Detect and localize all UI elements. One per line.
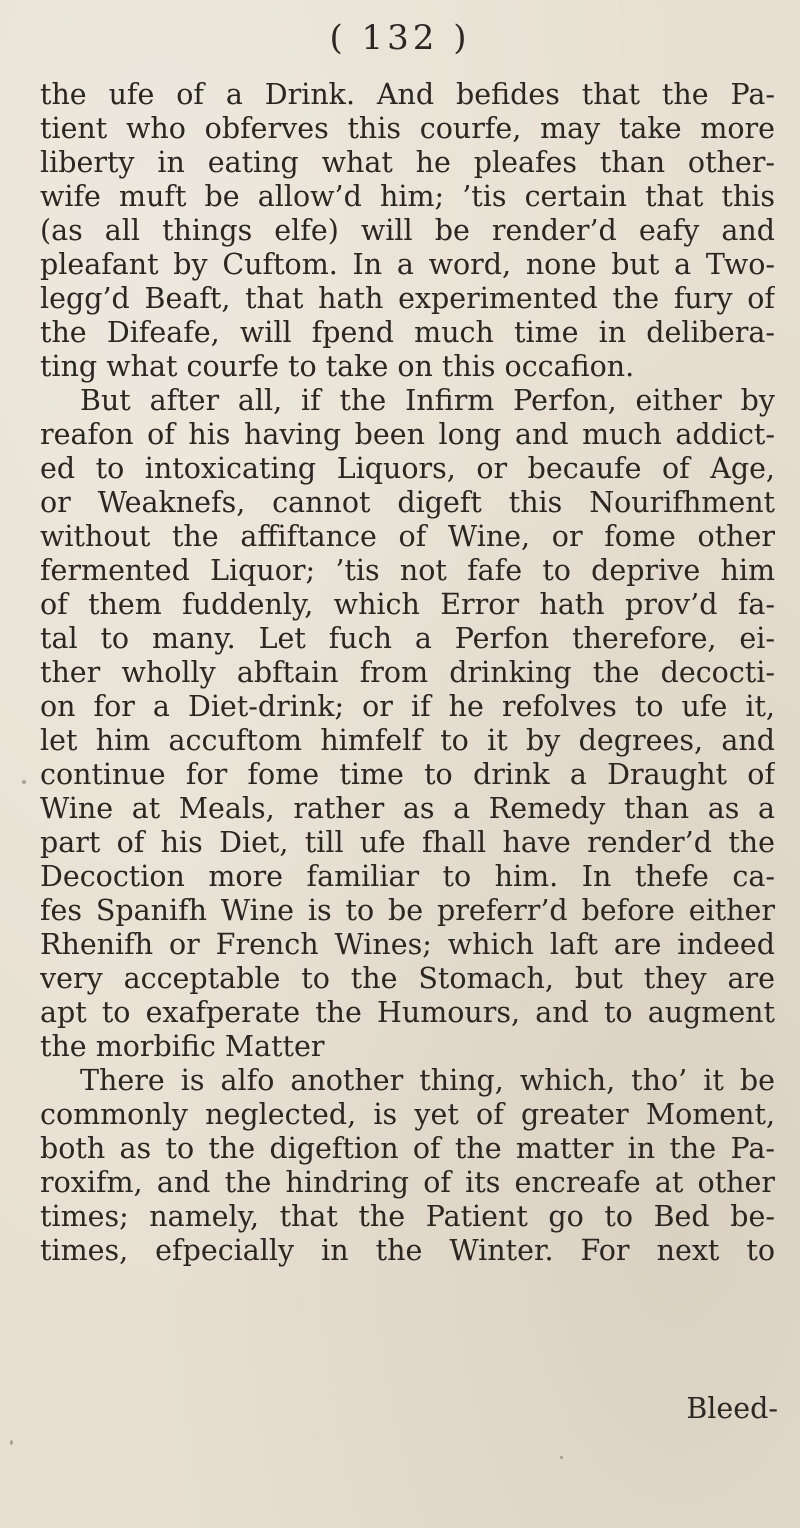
text-line: Decoction more familiar to him. In thefe ca- bbox=[40, 860, 775, 893]
text-line: or Weaknefs, cannot digeft this Nourifhment bbox=[40, 486, 775, 519]
text-line: both as to the digeftion of the matter in the Pa- bbox=[40, 1132, 775, 1165]
text-line: let him accuftom himfelf to it by degrees, and bbox=[40, 724, 775, 757]
text-line: continue for fome time to drink a Draught of bbox=[40, 758, 775, 791]
page-number: ( 132 ) bbox=[329, 18, 471, 58]
paper-speck bbox=[22, 780, 26, 784]
text-line: part of his Diet, till ufe fhall have render’d the bbox=[40, 826, 775, 859]
text-line: reafon of his having been long and much addict- bbox=[40, 418, 775, 451]
text-line: But after all, if the Infirm Perfon, either by bbox=[80, 384, 775, 417]
text-line: (as all things elfe) will be render’d eafy and bbox=[40, 214, 775, 247]
text-line: tient who obferves this courfe, may take more bbox=[40, 112, 775, 145]
text-line: on for a Diet-drink; or if he refolves to ufe it, bbox=[40, 690, 775, 723]
text-line: without the affiftance of Wine, or fome other bbox=[40, 520, 775, 553]
paper-speck bbox=[560, 1456, 563, 1459]
text-line: ed to intoxicating Liquors, or becaufe of Age, bbox=[40, 452, 775, 485]
text-line: legg’d Beaft, that hath experimented the fury of bbox=[40, 282, 775, 315]
text-line: times; namely, that the Patient go to Bed be- bbox=[40, 1200, 775, 1233]
text-line: the morbific Matter bbox=[40, 1030, 325, 1063]
text-line: very acceptable to the Stomach, but they are bbox=[40, 962, 775, 995]
text-line: Rhenifh or French Wines; which laft are indeed bbox=[40, 928, 775, 961]
text-line: liberty in eating what he pleafes than other- bbox=[40, 146, 775, 179]
text-line: Wine at Meals, rather as a Remedy than as a bbox=[40, 792, 775, 825]
text-line: ther wholly abftain from drinking the decocti- bbox=[40, 656, 775, 689]
text-line: roxifm, and the hindring of its encreafe at other bbox=[40, 1166, 775, 1199]
text-line: wife muft be allow’d him; ’tis certain that this bbox=[40, 180, 775, 213]
text-line: pleafant by Cuftom. In a word, none but a Two- bbox=[40, 248, 775, 281]
body-text bbox=[40, 78, 775, 1268]
text-line: the Difeafe, will fpend much time in delibera- bbox=[40, 316, 775, 349]
text-line: tal to many. Let fuch a Perfon therefore, ei- bbox=[40, 622, 775, 655]
catchword: Bleed- bbox=[686, 1392, 778, 1425]
text-line: There is alfo another thing, which, tho’ it be bbox=[80, 1064, 775, 1097]
text-line: fes Spanifh Wine is to be preferr’d before either bbox=[40, 894, 775, 927]
text-line: of them fuddenly, which Error hath prov’d fa- bbox=[40, 588, 775, 621]
text-line: commonly neglected, is yet of greater Moment, bbox=[40, 1098, 775, 1131]
paper-speck bbox=[10, 1440, 13, 1445]
text-line: the ufe of a Drink. And befides that the Pa- bbox=[40, 78, 775, 111]
text-line: times, efpecially in the Winter. For next to bbox=[40, 1234, 775, 1267]
text-line: ting what courfe to take on this occafion. bbox=[40, 350, 635, 383]
text-line: apt to exafperate the Humours, and to augment bbox=[40, 996, 775, 1029]
text-line: fermented Liquor; ’tis not fafe to deprive him bbox=[40, 554, 775, 587]
